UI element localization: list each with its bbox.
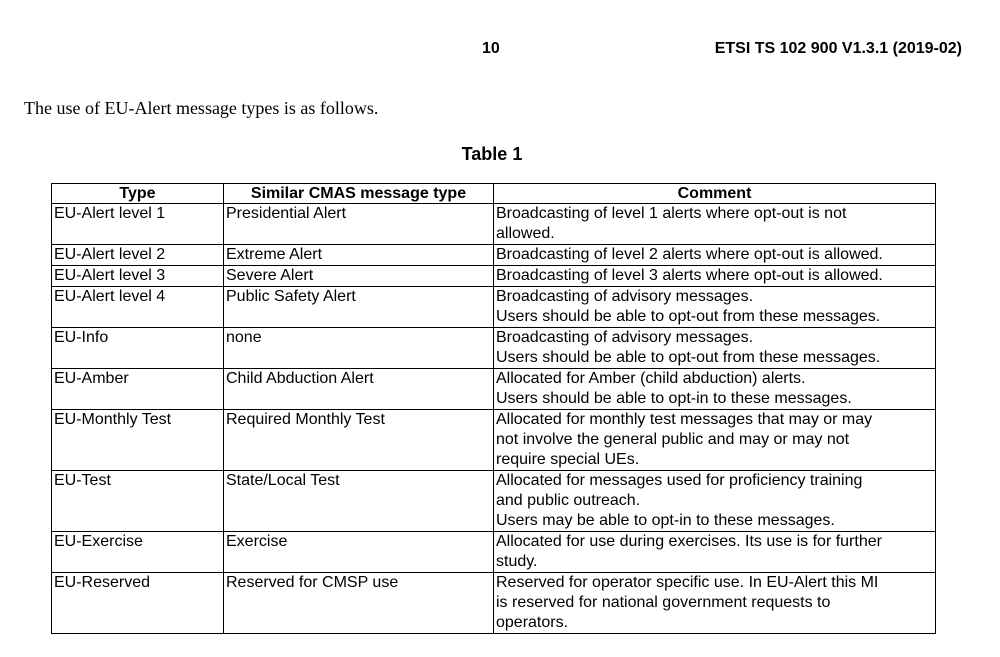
comment-line: Users should be able to opt-out from these messages.	[496, 308, 881, 325]
comment-line: Broadcasting of level 2 alerts where opt-out is allowed.	[496, 246, 883, 263]
comment-line: Users should be able to opt-in to these messages.	[496, 390, 852, 407]
document-reference: ETSI TS 102 900 V1.3.1 (2019-02)	[714, 40, 962, 57]
comment-line: Broadcasting of level 1 alerts where opt-out is not	[496, 205, 847, 222]
cell-comment	[494, 266, 936, 287]
comment-line: and public outreach.	[496, 492, 641, 509]
comment-line: Reserved for operator specific use. In EU-Alert this MI	[496, 574, 879, 591]
cell-type: EU-Monthly Test	[52, 410, 224, 471]
table-caption: Table 1	[461, 144, 523, 164]
comment-line: Allocated for messages used for proficiency training	[496, 472, 863, 489]
table-header-row	[52, 184, 936, 204]
cell-comment	[494, 245, 936, 266]
cell-cmas-type: Reserved for CMSP use	[224, 573, 494, 634]
column-header-cmas-type: Similar CMAS message type	[224, 184, 494, 204]
cell-comment	[494, 573, 936, 634]
comment-line: is reserved for national government requests to	[496, 594, 831, 611]
cell-cmas-type: Extreme Alert	[224, 245, 494, 266]
cell-type: EU-Alert level 3	[52, 266, 224, 287]
table-body	[52, 204, 936, 634]
cell-cmas-type: Child Abduction Alert	[224, 369, 494, 410]
table-row	[52, 287, 936, 328]
cell-cmas-type: Presidential Alert	[224, 204, 494, 245]
cell-cmas-type: Severe Alert	[224, 266, 494, 287]
table-row	[52, 266, 936, 287]
table-row	[52, 410, 936, 471]
cell-comment	[494, 287, 936, 328]
comment-line: Users may be able to opt-in to these messages.	[496, 512, 835, 529]
cell-cmas-type: Public Safety Alert	[224, 287, 494, 328]
cell-comment	[494, 369, 936, 410]
comment-line: Allocated for use during exercises. Its use is for further	[496, 533, 882, 550]
cell-cmas-type: none	[224, 328, 494, 369]
cell-cmas-type: State/Local Test	[224, 471, 494, 532]
comment-line: Broadcasting of level 3 alerts where opt-out is allowed.	[496, 267, 883, 284]
table-row	[52, 245, 936, 266]
cell-type: EU-Reserved	[52, 573, 224, 634]
comment-line: Users should be able to opt-out from these messages.	[496, 349, 881, 366]
comment-line: require special UEs.	[496, 451, 640, 468]
cell-type: EU-Test	[52, 471, 224, 532]
page-number: 10	[482, 40, 500, 57]
comment-line: Broadcasting of advisory messages.	[496, 329, 754, 346]
comment-line: not involve the general public and may or may not	[496, 431, 850, 448]
cell-type: EU-Exercise	[52, 532, 224, 573]
column-header-type: Type	[52, 184, 224, 204]
cell-comment	[494, 471, 936, 532]
table-row	[52, 369, 936, 410]
cell-type: EU-Alert level 2	[52, 245, 224, 266]
cell-comment	[494, 328, 936, 369]
cell-comment	[494, 410, 936, 471]
table-row	[52, 328, 936, 369]
comment-line: allowed.	[496, 225, 555, 242]
table-row	[52, 532, 936, 573]
comment-line: Allocated for monthly test messages that may or may	[496, 411, 873, 428]
comment-line: Allocated for Amber (child abduction) alerts.	[496, 370, 806, 387]
comment-line: operators.	[496, 614, 569, 631]
table-row	[52, 573, 936, 634]
table-row	[52, 204, 936, 245]
cell-type: EU-Info	[52, 328, 224, 369]
eu-alert-message-types-table	[51, 183, 936, 634]
table-row	[52, 471, 936, 532]
cell-type: EU-Amber	[52, 369, 224, 410]
column-header-comment: Comment	[494, 184, 936, 204]
intro-paragraph: The use of EU-Alert message types is as follows.	[24, 98, 379, 118]
cell-type: EU-Alert level 4	[52, 287, 224, 328]
comment-line: Broadcasting of advisory messages.	[496, 288, 754, 305]
comment-line: study.	[496, 553, 538, 570]
cell-comment	[494, 532, 936, 573]
cell-type: EU-Alert level 1	[52, 204, 224, 245]
cell-cmas-type: Exercise	[224, 532, 494, 573]
cell-comment	[494, 204, 936, 245]
cell-cmas-type: Required Monthly Test	[224, 410, 494, 471]
